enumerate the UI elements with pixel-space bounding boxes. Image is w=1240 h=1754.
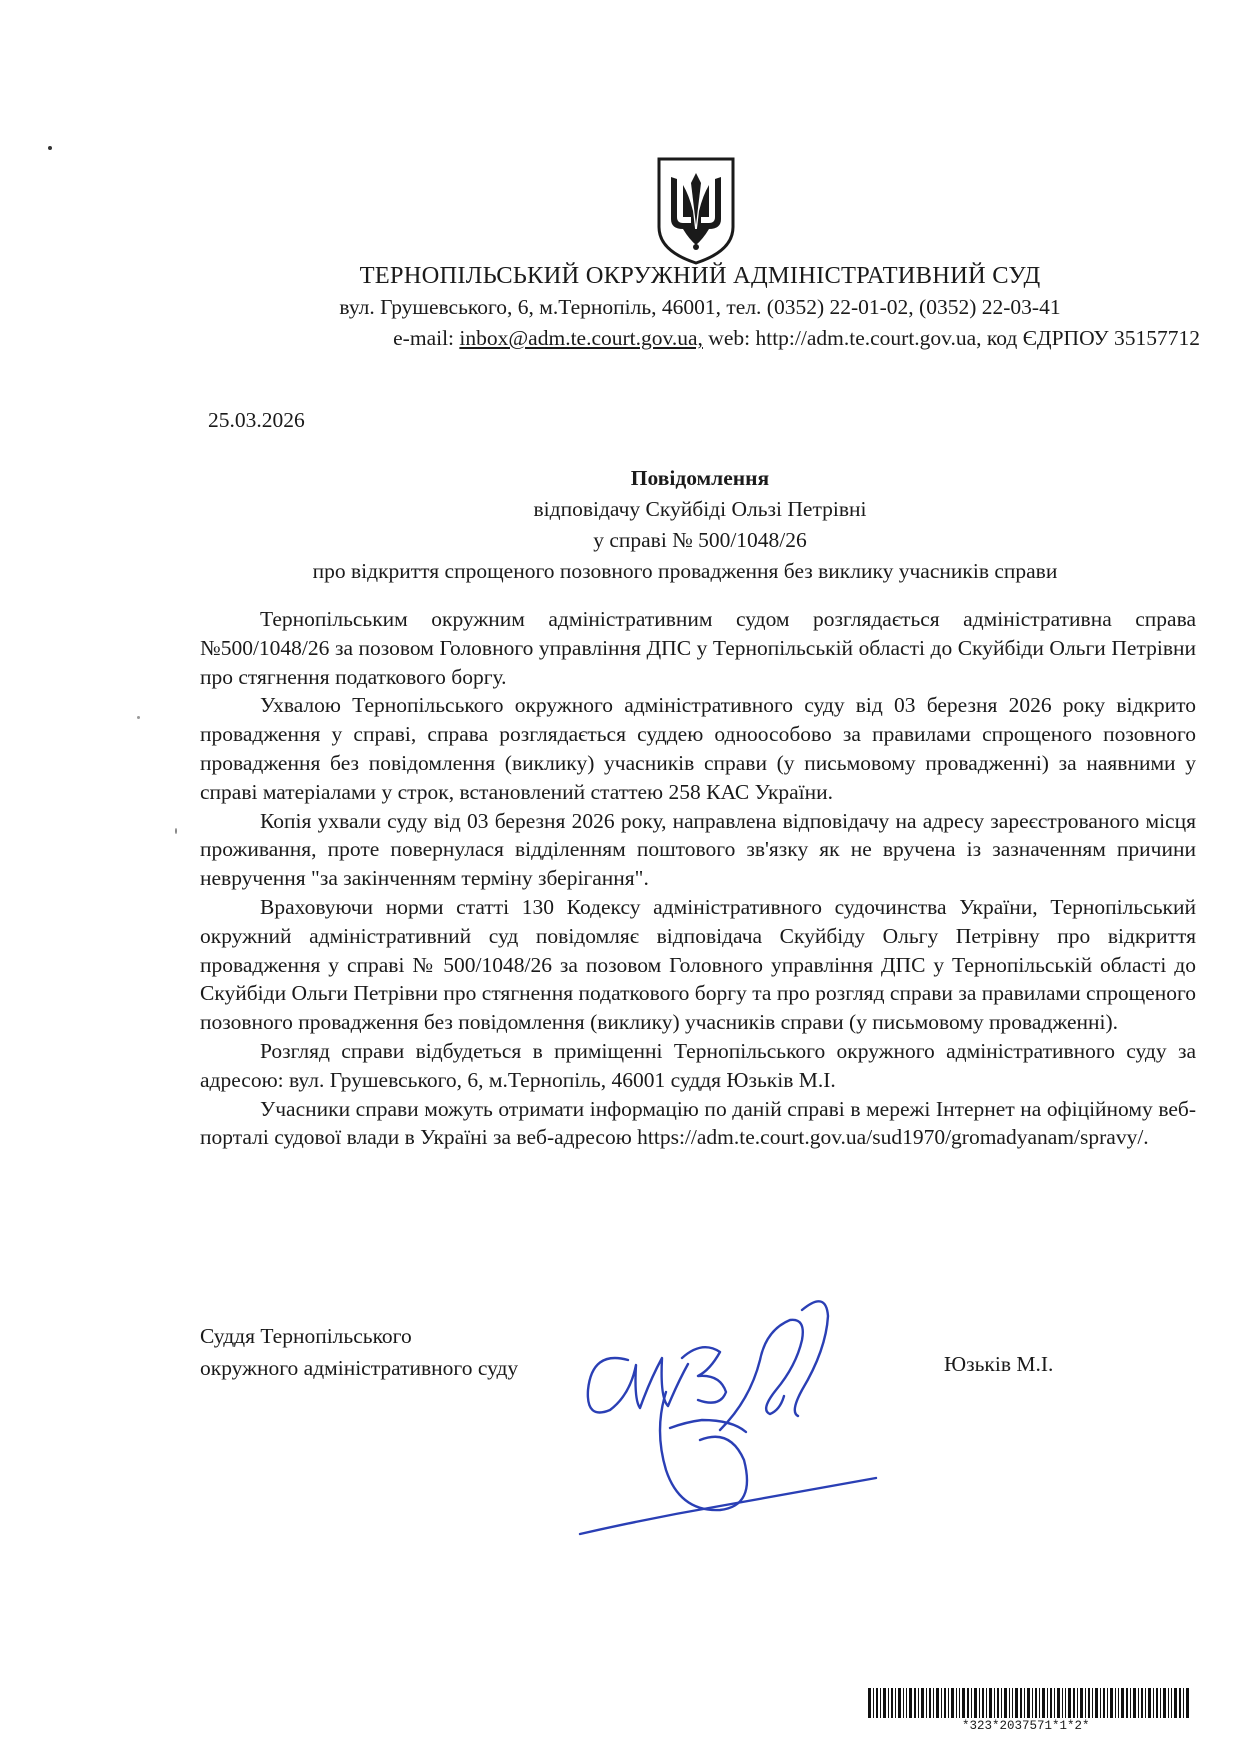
notice-heading: Повідомлення [630,466,770,490]
barcode [868,1688,1190,1718]
body-paragraph: Ухвалою Тернопільського окружного адміністративного суду від 03 березня 2026 року відкрито провадження у справі, справа розглядається суддею одноособово за правилами спрощеного позовного провадження без повідомлення (виклику) учасників справи (у письмовому провадженні) за наявними у справі матеріалами у строк, встановлений статтею 258 КАС України. [200,693,1196,804]
court-name: ТЕРНОПІЛЬСЬКИЙ ОКРУЖНИЙ АДМІНІСТРАТИВНИЙ СУД [359,262,1041,289]
barcode-number: *323*2037571*1*2* [962,1719,1090,1733]
court-contacts [393,326,1200,351]
notice-body [200,605,1196,1152]
trident-coat-of-arms-icon [655,155,737,267]
handwritten-signature [570,1280,910,1550]
signatory-position [200,1320,518,1384]
notice-subject: про відкриття спрощеного позовного провадження без виклику учасників справи [312,559,1058,583]
document-date: 25.03.2026 [208,408,305,432]
body-paragraph: Учасники справи можуть отримати інформацію по даній справі в мережі Інтернет на офіційному веб-порталі судової влади в Україні за веб-адресою https://adm.te.court.gov.ua/sud1970/gromadyanam/spravy/. [200,1096,1196,1150]
body-paragraph: Тернопільським окружним адміністративним судом розглядається адміністративна справа №500/1048/26 за позовом Головного управління ДПС у Тернопільській області до Скуйбіди Ольги Петрівни про стягнення податкового боргу. [200,607,1196,689]
position-line: Суддя Тернопільського [200,1324,412,1348]
email-label: e-mail: [393,326,460,350]
court-email-link[interactable]: inbox@adm.te.court.gov.ua, [459,326,703,350]
judge-name: Юзьків М.І. [944,1352,1054,1376]
notice-recipient: відповідачу Скуйбіді Ользі Петрівні [533,497,867,521]
scan-speck [48,146,52,150]
body-paragraph: Розгляд справи відбудеться в приміщенні Тернопільського окружного адміністративного суду за адресою: вул. Грушевського, 6, м.Тернопіль, 46001 суддя Юзьків М.І. [200,1038,1196,1092]
position-line: окружного адміністративного суду [200,1356,519,1380]
notice-case-number: у справі № 500/1048/26 [593,528,807,552]
body-paragraph: Копія ухвали суду від 03 березня 2026 року, направлена відповідачу на адресу зареєстрованого місця проживання, проте повернулася відділенням поштового зв'язку як не вручена із зазначенням причини невручення "за закінченням терміну зберігання". [200,808,1196,891]
court-address: вул. Грушевського, 6, м.Тернопіль, 46001, тел. (0352) 22-01-02, (0352) 22-03-41 [339,295,1061,319]
scan-speck [175,828,177,834]
body-paragraph: Враховуючи норми статті 130 Кодексу адміністративного судочинства України, Тернопільський окружний адміністративний суд повідомляє відповідача Скуйбіду Ольгу Петрівну про відкриття провадження у справі № 500/1048/26 за позовом Головного управління ДПС у Тернопільській області до Скуйбіди Ольги Петрівни про стягнення податкового боргу та про розгляд справи за правилами спрощеного позовного провадження без повідомлення (виклику) учасників справи (у письмовому провадженні). [200,894,1196,1035]
web-and-code: web: http://adm.te.court.gov.ua, код ЄДРПОУ 35157712 [702,326,1200,350]
notice-title-block [200,463,1200,587]
scan-speck [137,716,140,719]
